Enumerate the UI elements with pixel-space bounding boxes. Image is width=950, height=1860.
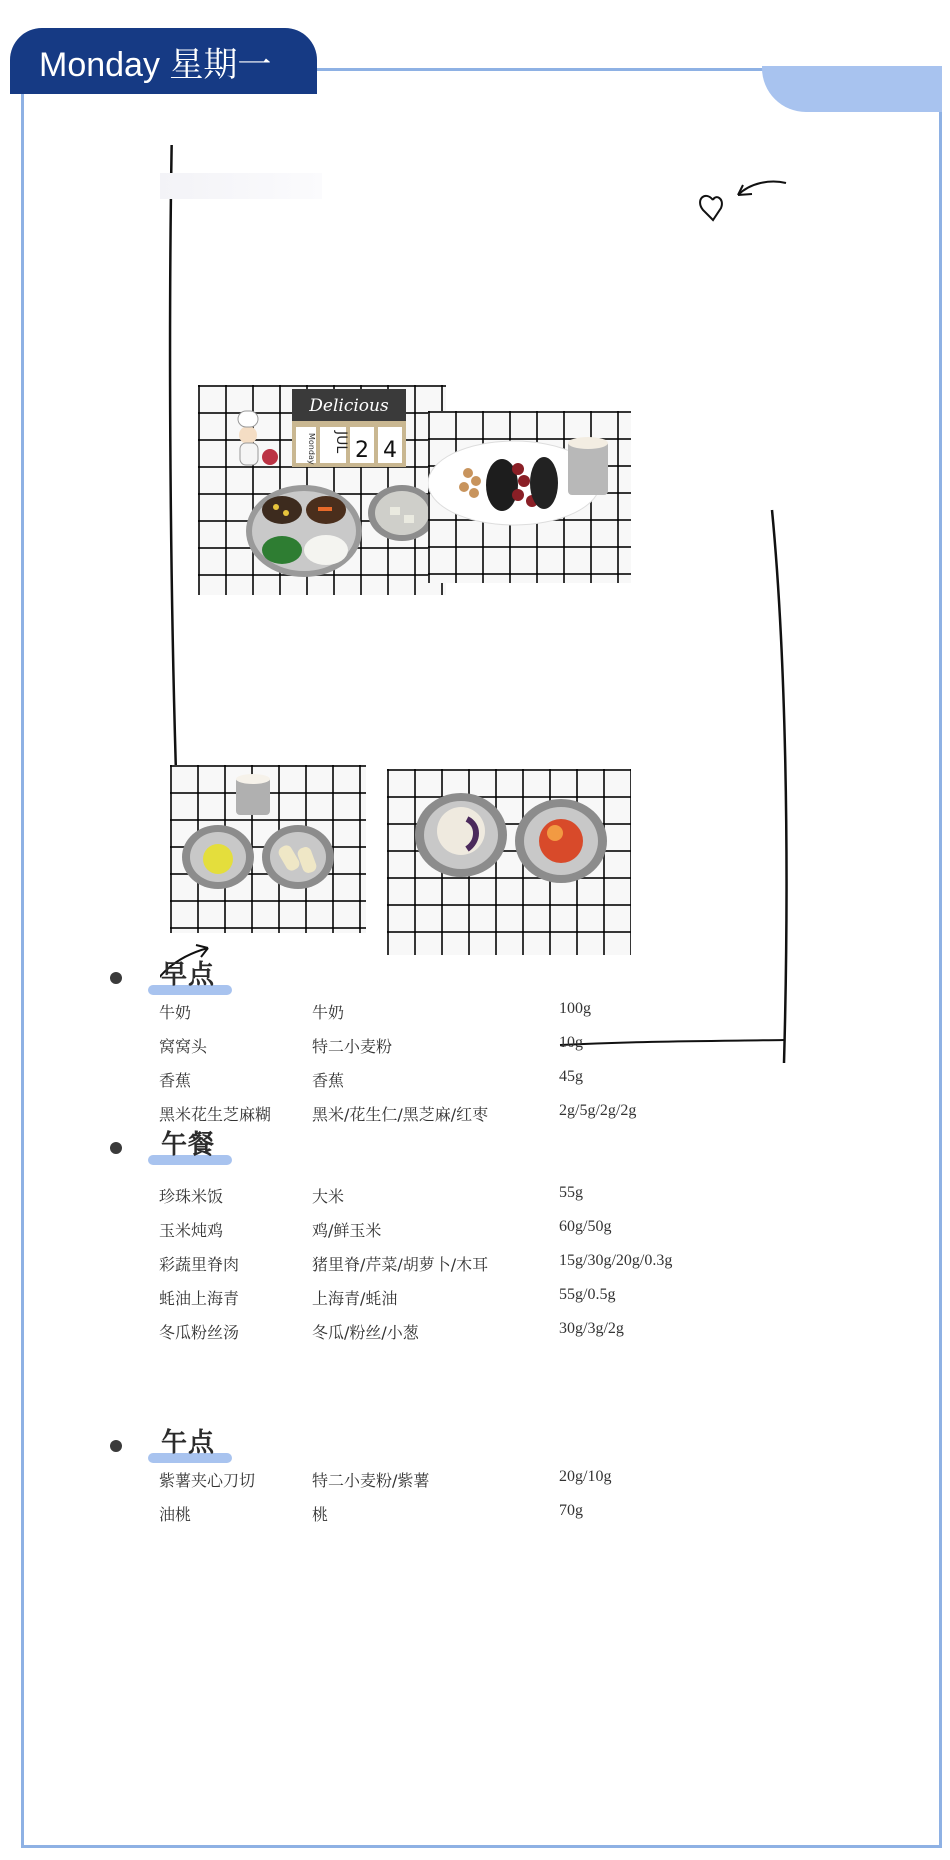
dish-name: 黑米花生芝麻糊 [159, 1105, 272, 1124]
ingredients: 上海青/蚝油 [312, 1289, 398, 1308]
amount: 70g [559, 1502, 583, 1519]
ingredients: 香蕉 [312, 1071, 345, 1090]
menu-row [110, 1178, 870, 1212]
dish-name: 玉米炖鸡 [159, 1221, 224, 1240]
amount: 45g [559, 1068, 583, 1085]
day-title: Monday 星期一 [39, 45, 272, 84]
menu-row [110, 994, 870, 1028]
ingredients: 猪里脊/芹菜/胡萝卜/木耳 [312, 1255, 489, 1274]
arrow-left-icon [738, 182, 786, 196]
sesame-paste-photo [428, 411, 631, 583]
menu-row [110, 1212, 870, 1246]
amount: 55g [559, 1184, 583, 1201]
ingredients: 特二小麦粉 [312, 1037, 393, 1056]
day-header [10, 28, 317, 94]
amount: 30g/3g/2g [559, 1320, 624, 1337]
sign-weekday: Monday [307, 433, 316, 465]
ingredients: 特二小麦粉/紫薯 [312, 1471, 430, 1490]
afternoon-snack-photo [387, 769, 631, 955]
lunch-photo [198, 385, 446, 595]
section-header [110, 1422, 870, 1462]
dish-name: 香蕉 [159, 1071, 192, 1090]
morning-snack-photo [170, 765, 366, 933]
ingredients: 大米 [312, 1187, 345, 1206]
dish-name: 油桃 [159, 1505, 192, 1524]
ingredients: 冬瓜/粉丝/小葱 [312, 1323, 419, 1342]
section-afternoon-snack [110, 1422, 870, 1530]
ingredients: 牛奶 [312, 1003, 345, 1022]
dish-name: 窝窝头 [159, 1037, 208, 1056]
bullet-icon [110, 1440, 122, 1452]
sign-digit-1: 2 [355, 438, 369, 463]
section-title: 早点 [161, 960, 216, 990]
dish-name: 紫薯夹心刀切 [159, 1471, 256, 1490]
section-breakfast [110, 954, 870, 1130]
dish-name: 牛奶 [159, 1003, 192, 1022]
photo-board [160, 145, 800, 1065]
dish-name: 彩蔬里脊肉 [159, 1255, 240, 1274]
section-title: 午点 [161, 1428, 216, 1458]
dish-name: 蚝油上海青 [159, 1289, 240, 1308]
section-header [110, 954, 870, 994]
sign-title: Delicious [309, 396, 389, 416]
ingredients: 桃 [312, 1505, 329, 1524]
amount: 20g/10g [559, 1468, 612, 1485]
bullet-icon [110, 1142, 122, 1154]
menu-row [110, 1314, 870, 1348]
dish-name: 珍珠米饭 [159, 1187, 224, 1206]
amount: 100g [559, 1000, 591, 1017]
bullet-icon [110, 972, 122, 984]
amount: 10g [559, 1034, 583, 1051]
ingredients: 黑米/花生仁/黑芝麻/红枣 [312, 1105, 489, 1124]
dish-name: 冬瓜粉丝汤 [159, 1323, 240, 1342]
ingredients: 鸡/鲜玉米 [312, 1221, 382, 1240]
amount: 60g/50g [559, 1218, 612, 1235]
corner-tab [762, 66, 942, 112]
section-title: 午餐 [161, 1130, 216, 1160]
amount: 55g/0.5g [559, 1286, 616, 1303]
menu-row [110, 1062, 870, 1096]
heart-icon [700, 196, 722, 220]
menu-row [110, 1028, 870, 1062]
amount: 15g/30g/20g/0.3g [559, 1252, 673, 1269]
amount: 2g/5g/2g/2g [559, 1102, 637, 1119]
menu-row [110, 1246, 870, 1280]
sign-digit-2: 4 [383, 438, 397, 463]
menu-row [110, 1496, 870, 1530]
section-lunch [110, 1124, 870, 1348]
menu-row [110, 1462, 870, 1496]
blurred-caption [160, 173, 322, 199]
section-header [110, 1124, 870, 1178]
sign-month: JUL [333, 431, 349, 454]
menu-row [110, 1280, 870, 1314]
